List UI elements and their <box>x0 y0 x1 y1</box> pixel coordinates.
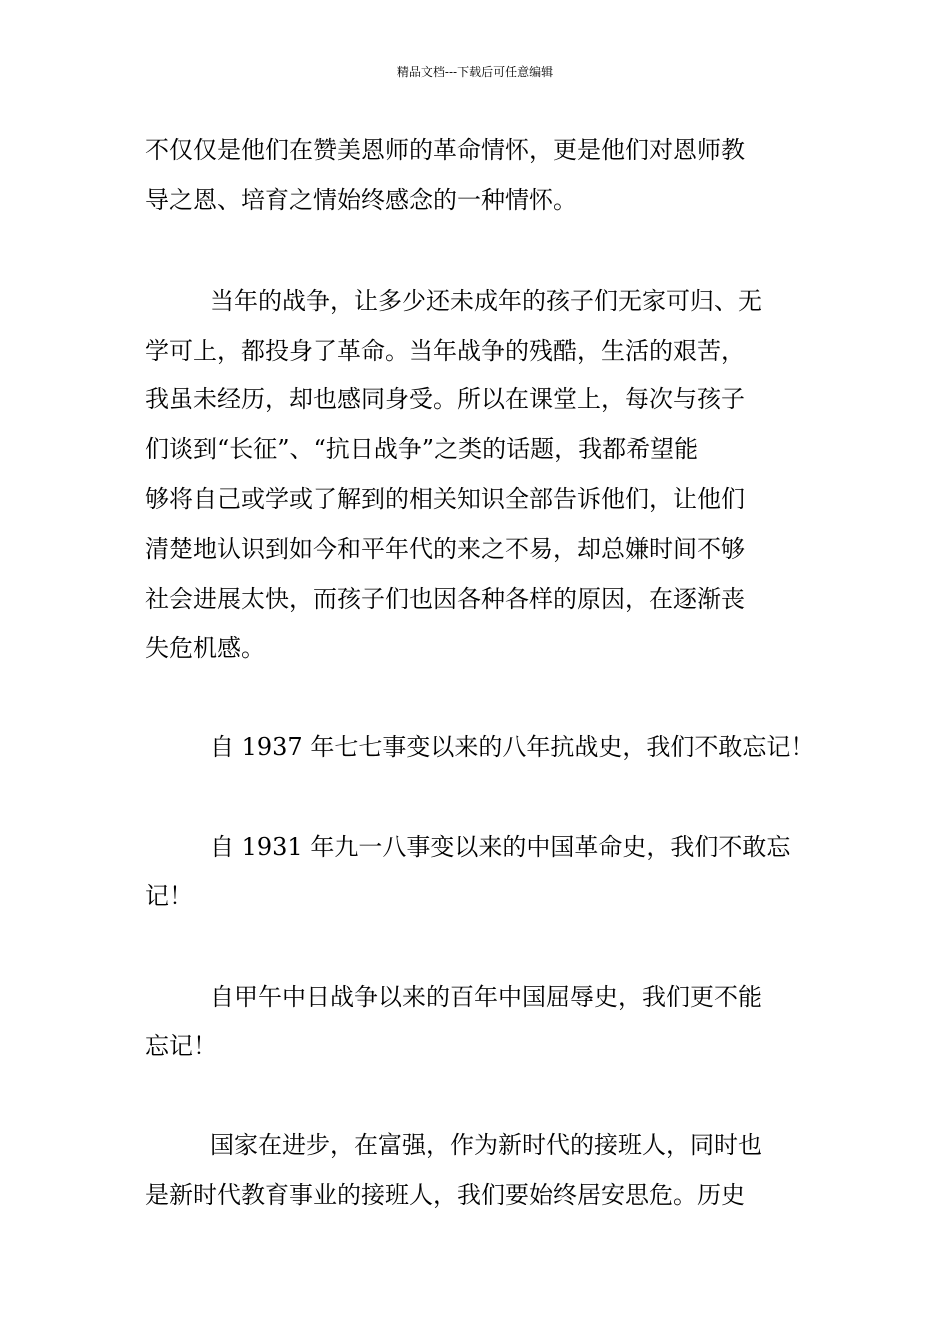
paragraph-first-line: 当年的战争，让多少还未成年的孩子们无家可归、无 <box>210 287 762 315</box>
page-header: 精品文档---下载后可任意编辑 <box>396 65 554 79</box>
text-line: 失危机感。 <box>145 634 265 662</box>
text-line: 们谈到“长征”、“抗日战争”之类的话题，我都希望能 <box>145 435 699 463</box>
paragraph-first-line: 国家在进步，在富强，作为新时代的接班人，同时也 <box>210 1131 762 1159</box>
text-line: 够将自己或学或了解到的相关知识全部告诉他们，让他们 <box>145 485 745 513</box>
text-line: 是新时代教育事业的接班人，我们要始终居安思危。历史 <box>145 1181 745 1209</box>
paragraph-first-line: 自甲午中日战争以来的百年中国屈辱史，我们更不能 <box>210 983 762 1011</box>
paragraph-first-line: 自 1931 年九一八事变以来的中国革命史，我们不敢忘 <box>210 833 791 861</box>
text-line: 清楚地认识到如今和平年代的来之不易，却总嫌时间不够 <box>145 535 745 563</box>
text-line: 记！ <box>145 882 193 910</box>
text-line: 导之恩、培育之情始终感念的一种情怀。 <box>145 186 577 214</box>
text-line: 忘记！ <box>145 1032 217 1060</box>
paragraph-first-line: 自 1937 年七七事变以来的八年抗战史，我们不敢忘记！ <box>210 733 815 761</box>
text-line: 我虽未经历，却也感同身受。所以在课堂上，每次与孩子 <box>145 385 745 413</box>
text-line: 学可上，都投身了革命。当年战争的残酷，生活的艰苦， <box>145 337 745 365</box>
text-line: 不仅仅是他们在赞美恩师的革命情怀，更是他们对恩师教 <box>145 136 745 164</box>
text-line: 社会进展太快，而孩子们也因各种各样的原因，在逐渐丧 <box>145 585 745 613</box>
